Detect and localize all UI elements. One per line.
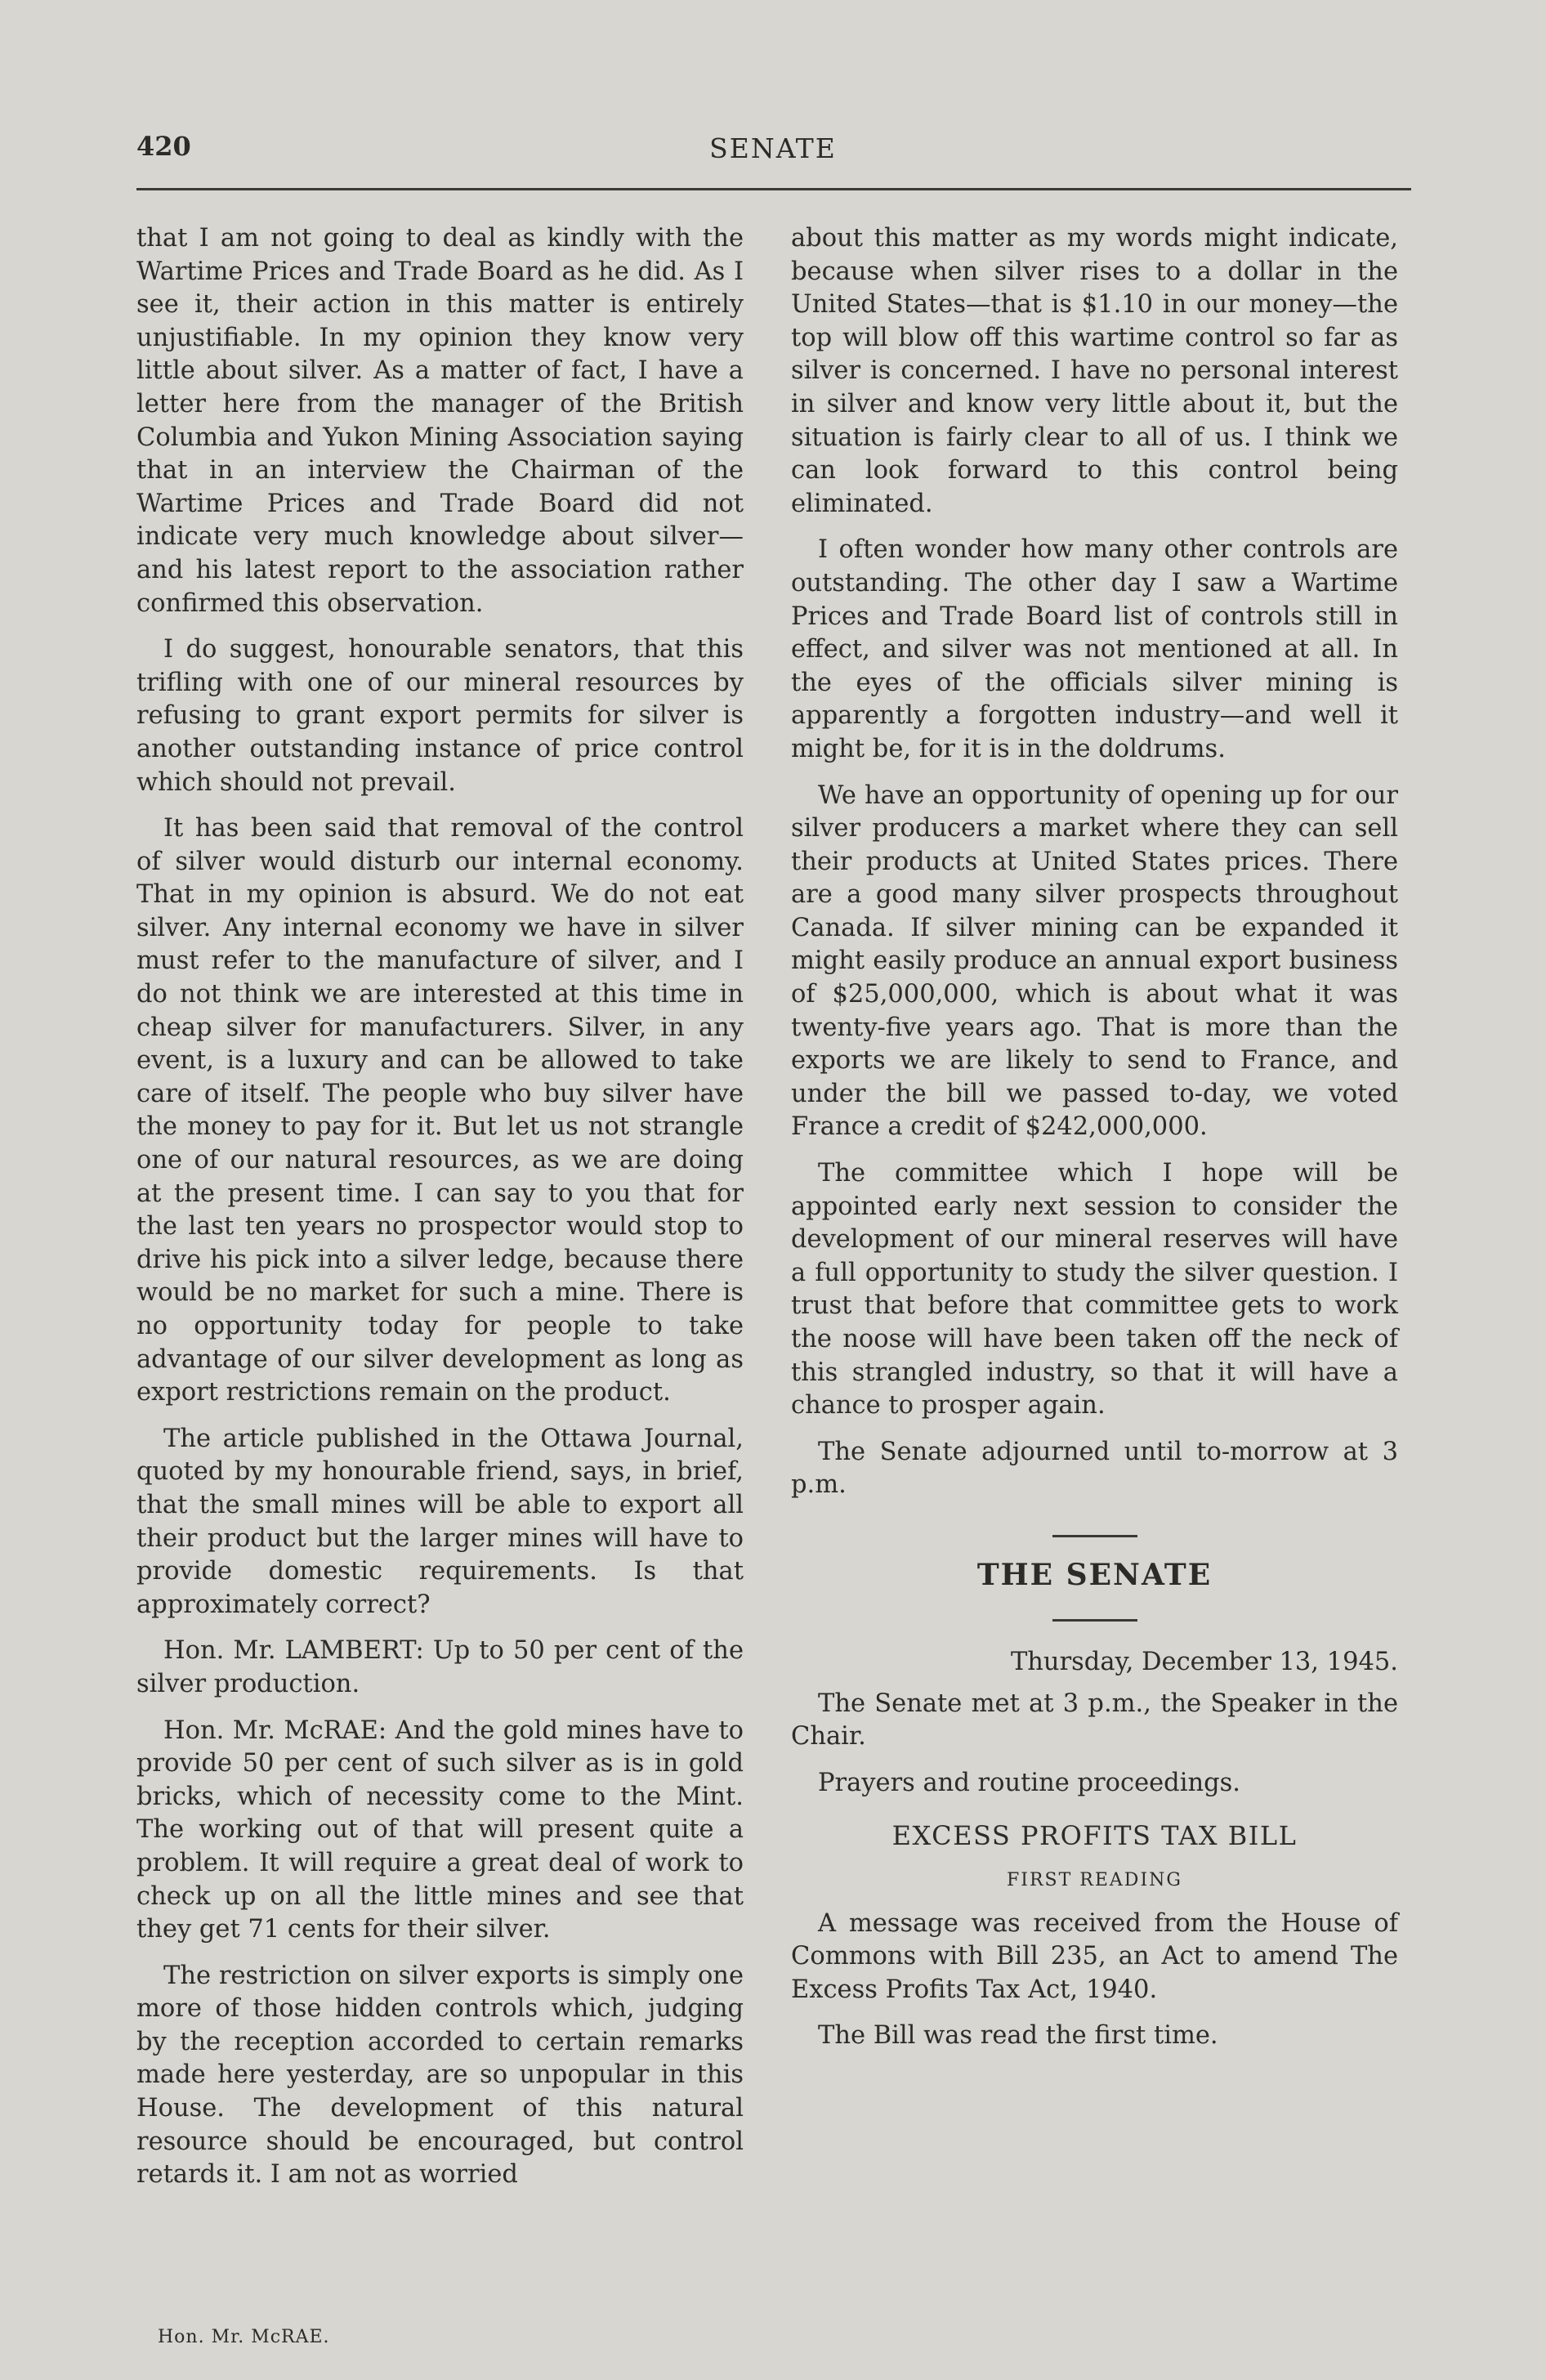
sub-heading: FIRST READING — [1007, 1869, 1182, 1890]
paragraph: that I am not going to deal as kindly with the Wartime Prices and Trade Board as he did. As I see it, their action in this matter is entirely unjustifiable. In my opinion they know very little about silver. As a matter of fact, I have a letter here from the manager of the British Columbia and Yukon Mining Association saying that in an interview the Chairman of the Wartime Prices and Trade Board did not indicate very much knowledge about silver—and his latest report to the association rather confirmed this observation. — [136, 224, 744, 618]
paragraph: Prayers and routine proceedings. — [818, 1768, 1240, 1797]
page-number: 420 — [136, 131, 191, 162]
paragraph: Hon. Mr. LAMBERT: Up to 50 per cent of the silver production. — [136, 1636, 744, 1698]
paragraph: I often wonder how many other controls are outstanding. The other day I saw a Wartime Prices and Trade Board list of controls still in effect, and silver was not mentioned at all. In the eyes of the officials silver mining is apparently a forgotten industry—and well it might be, for it is in the doldrums. — [791, 535, 1398, 763]
paragraph: The Senate met at 3 p.m., the Speaker in the Chair. — [791, 1689, 1398, 1751]
running-title: SENATE — [709, 132, 837, 164]
left-column — [136, 222, 744, 2205]
paragraph: It has been said that removal of the control of silver would disturb our internal economy. That in my opinion is absurd. We do not eat silver. Any internal economy we have in silver must refer to the manufacture of silver, and I do not think we are interested at this time in cheap silver for manufacturers. Silver, in any event, is a luxury and can be allowed to take care of itself. The people who buy silver have the money to pay for it. But let us not strangle one of our natural resources, as we are doing at the present time. I can say to you that for the last ten years no prospector would stop to drive his pick into a silver ledge, because there would be no market for such a mine. There is no opportunity today for people to take advantage of our silver development as long as export restrictions remain on the product. — [136, 814, 744, 1407]
footer-speaker-note: Hon. Mr. McRAE. — [158, 2327, 330, 2347]
paragraph: I do suggest, honourable senators, that this trifling with one of our mineral resources by refusing to grant export permits for silver is another outstanding instance of price control which should not prevail. — [136, 635, 744, 797]
paragraph: The committee which I hope will be appointed early next session to consider the development of our mineral reserves will have a full opportunity to study the silver question. I trust that before that committee gets to work the noose will have been taken off the neck of this strangled industry, so that it will have a chance to prosper again. — [791, 1159, 1398, 1420]
section-heading: THE SENATE — [976, 1557, 1213, 1592]
bill-heading: EXCESS PROFITS TAX BILL — [891, 1820, 1298, 1852]
right-column — [791, 222, 1398, 2066]
paragraph: The restriction on silver exports is simply one more of those hidden controls which, judging by the reception accorded to certain remarks made here yesterday, are so unpopular in this House. The development of this natural resource should be encouraged, but control retards it. I am not as worried — [136, 1961, 744, 2190]
paragraph: The article published in the Ottawa Journal, quoted by my honourable friend, says, in brief, that the small mines will be able to export all their product but the larger mines will have to provide domestic requirements. Is that approximately correct? — [136, 1424, 744, 1619]
paragraph: about this matter as my words might indicate, because when silver rises to a dollar in the United States—that is $1.10 in our money—the top will blow off this wartime control so far as silver is concerned. I have no personal interest in silver and know very little about it, but the situation is fairly clear to all of us. I think we can look forward to this control being eliminated. — [791, 224, 1398, 518]
header-rule — [136, 188, 1411, 190]
section-rule-bottom — [1052, 1619, 1137, 1622]
paragraph: The Senate adjourned until to-morrow at 3 p.m. — [791, 1437, 1398, 1500]
paragraph: The Bill was read the first time. — [818, 2021, 1218, 2051]
paragraph: We have an opportunity of opening up for our silver producers a market where they can sell their products at United States prices. There are a good many silver prospects throughout Canada. If silver mining can be expanded it might easily produce an annual export business of $25,000,000, which is about what it was twenty-five years ago. That is more than the exports we are likely to send to France, and under the bill we passed to-day, we voted France a credit of $242,000,000. — [791, 781, 1398, 1142]
paragraph: Hon. Mr. McRAE: And the gold mines have to provide 50 per cent of such silver as is in gold bricks, which of necessity come to the Mint. The working out of that will present quite a problem. It will require a great deal of work to check up on all the little mines and see that they get 71 cents for their silver. — [136, 1716, 744, 1944]
dateline: Thursday, December 13, 1945. — [1010, 1647, 1398, 1676]
section-rule-top — [1052, 1535, 1137, 1537]
paragraph: A message was received from the House of Commons with Bill 235, an Act to amend The Excess Profits Tax Act, 1940. — [791, 1908, 1398, 2004]
